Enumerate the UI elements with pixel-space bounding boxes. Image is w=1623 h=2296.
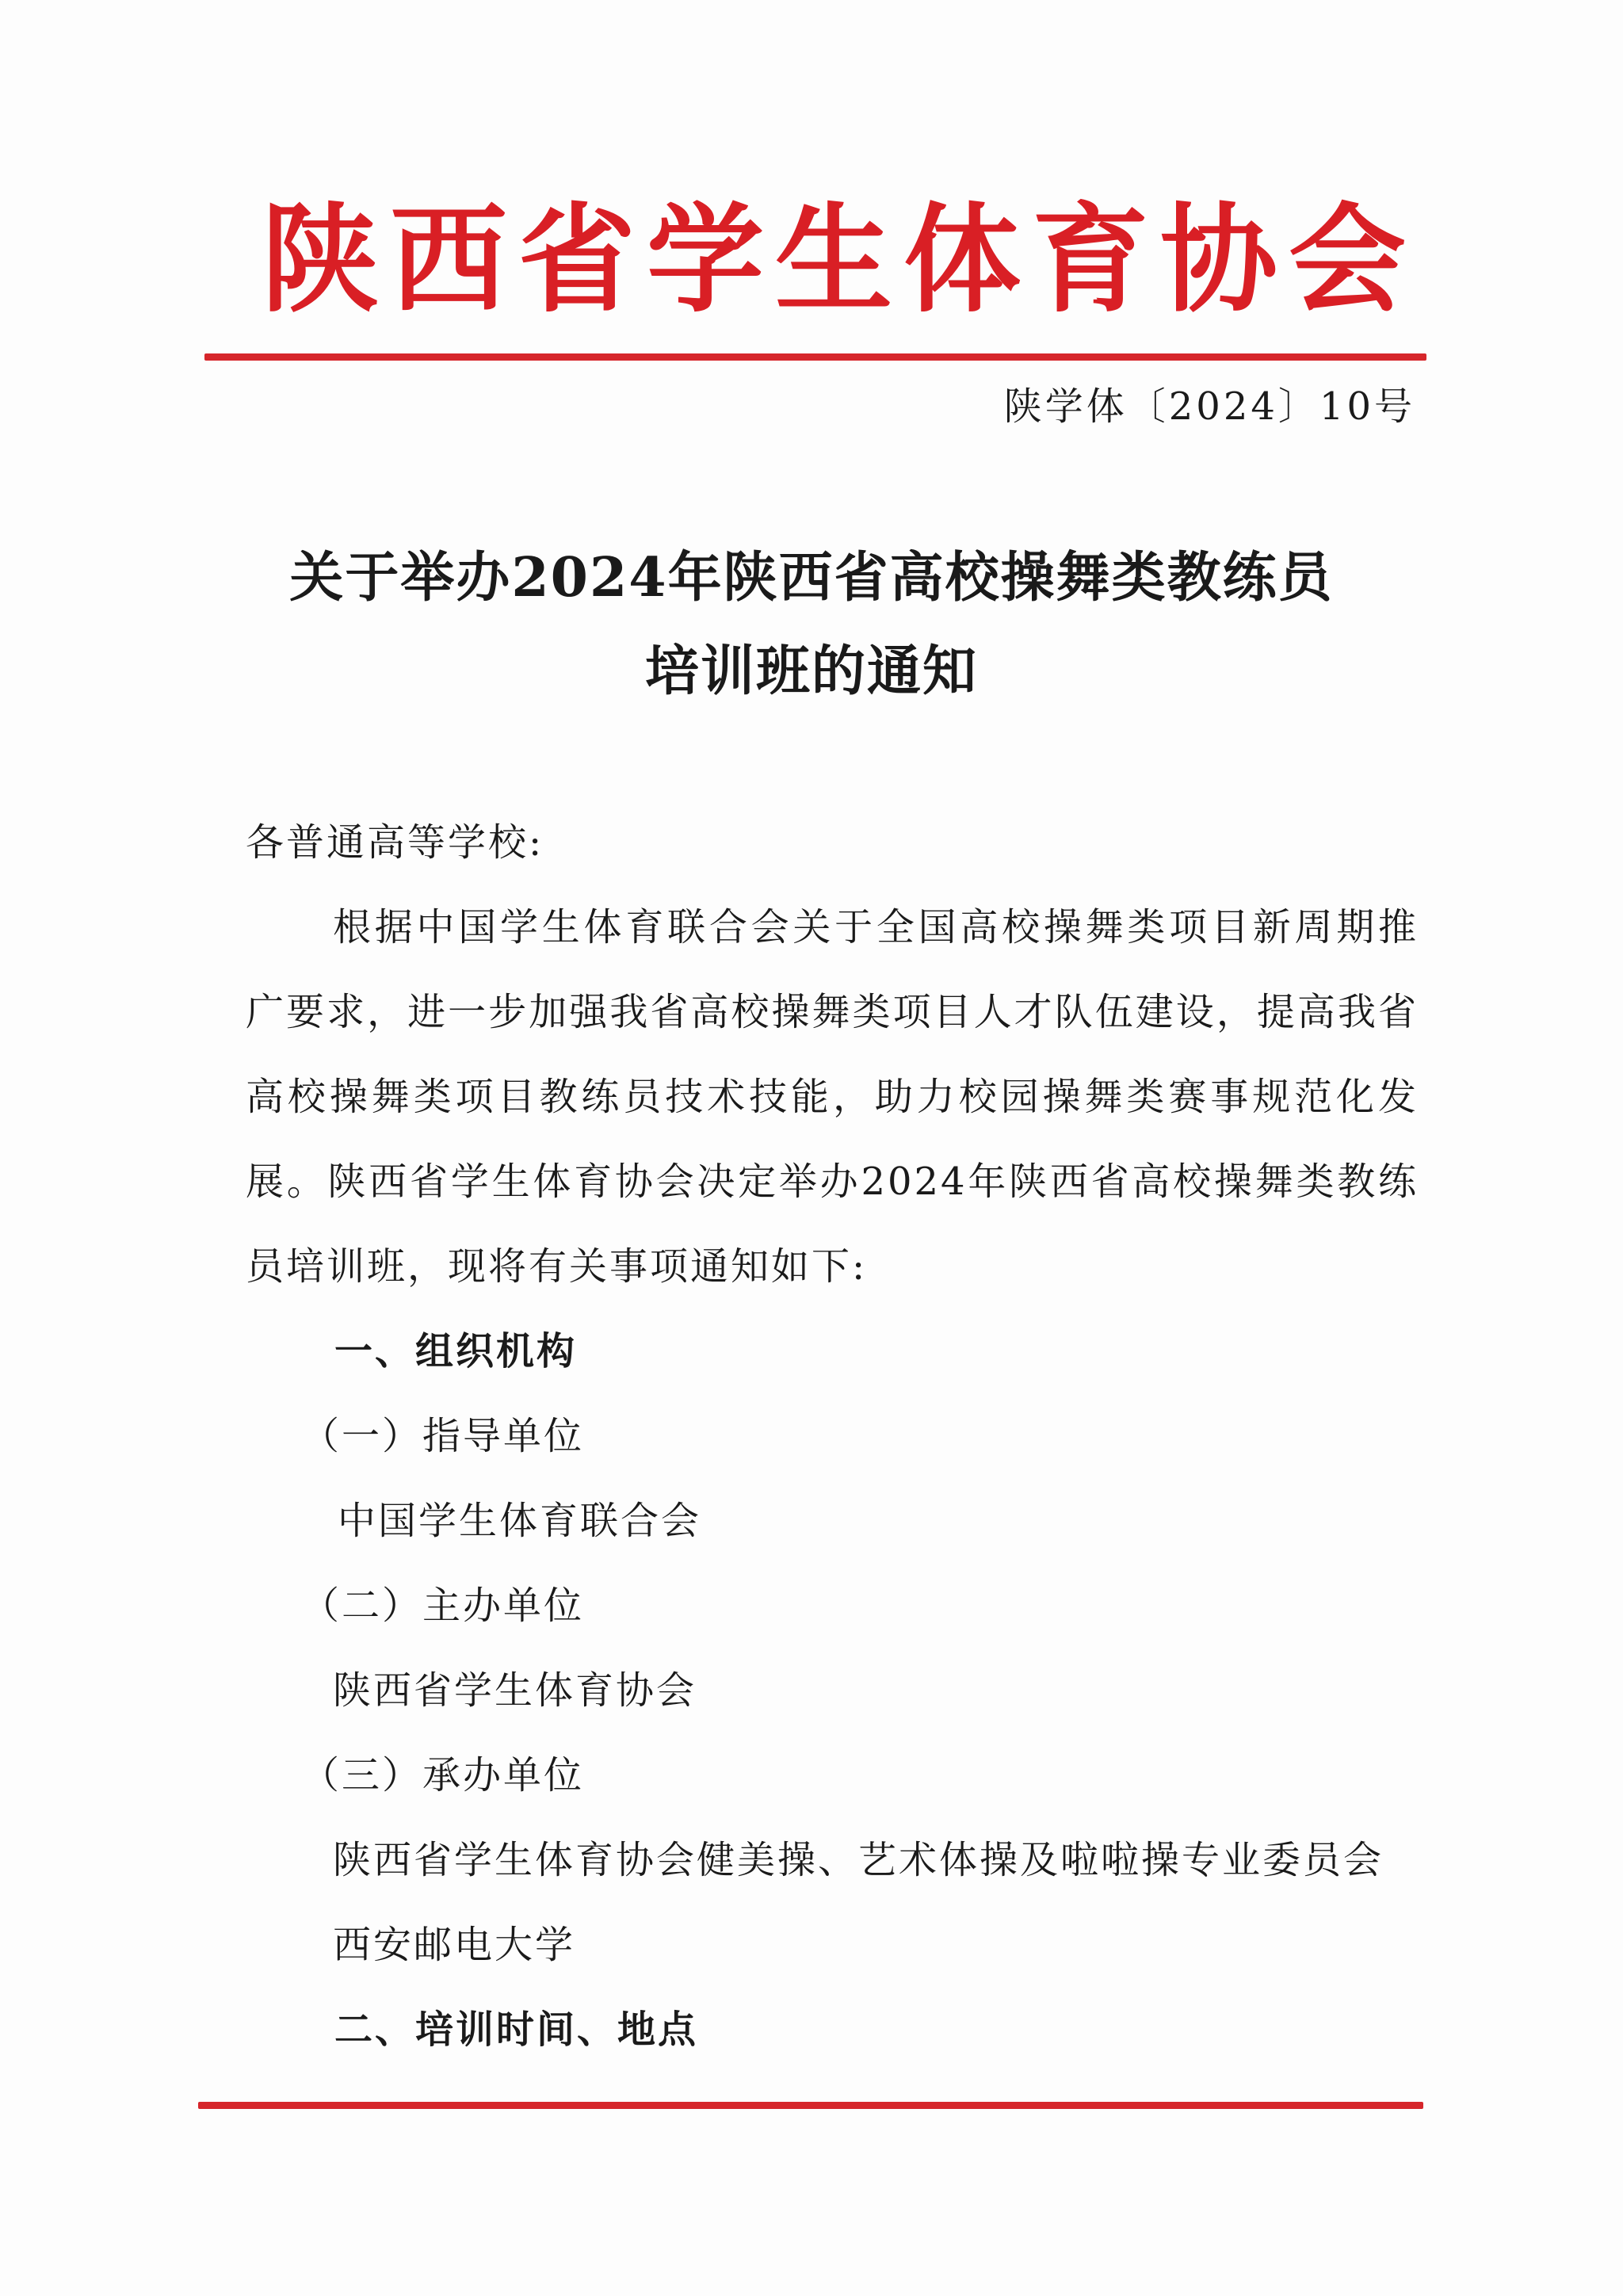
subsection-heading-host: （二）主办单位	[301, 1584, 585, 1628]
notice-title	[198, 531, 1425, 718]
intro-paragraph: 根据中国学生体育联合会关于全国高校操舞类项目新周期推广要求，进一步加强我省高校操舞类项目人才队伍建设，提高我省高校操舞类项目教练员技术技能，助力校园操舞类赛事规范化发展。陕西省学生体育协会决定举办2024年陕西省高校操舞类教练员培训班，现将有关事项通知如下:	[246, 905, 1419, 1289]
salutation: 各普通高等学校:	[246, 820, 544, 865]
organizer-unit-1: 陕西省学生体育协会健美操、艺术体操及啦啦操专业委员会	[333, 1838, 1384, 1882]
footer-red-rule	[198, 2102, 1423, 2109]
subsection-heading-guidance: （一）指导单位	[301, 1414, 585, 1458]
notice-title-line-2: 培训班的通知	[644, 640, 978, 703]
letterhead-red-rule	[204, 353, 1426, 361]
organizer-unit-2: 西安邮电大学	[333, 1923, 576, 1967]
guidance-unit: 中国学生体育联合会	[338, 1499, 702, 1543]
notice-body	[246, 800, 1419, 2073]
document-number: 陕学体〔2024〕10号	[1003, 384, 1415, 429]
section-heading-organization: 一、组织机构	[334, 1329, 578, 1373]
organization-letterhead: 陕西省学生体育协会	[262, 192, 1417, 328]
host-unit: 陕西省学生体育协会	[333, 1668, 697, 1713]
subsection-heading-organizer: （三）承办单位	[301, 1753, 585, 1797]
section-heading-time-location: 二、培训时间、地点	[334, 2008, 699, 2052]
notice-title-line-1: 关于举办2024年陕西省高校操舞类教练员	[289, 546, 1334, 609]
